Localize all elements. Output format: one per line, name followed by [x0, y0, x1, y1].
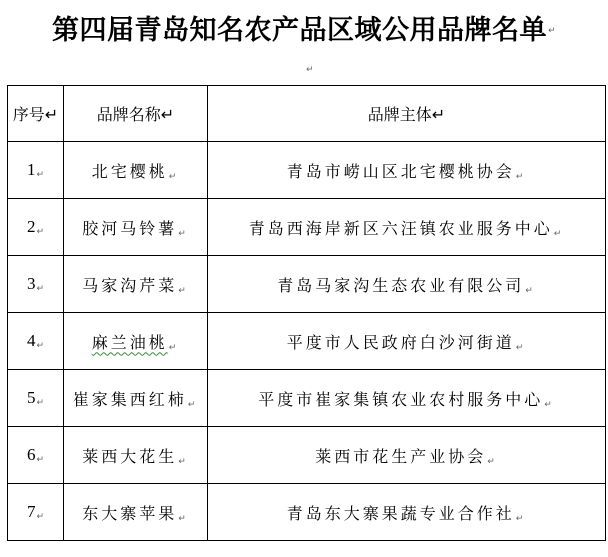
cell-mark-icon: ↵	[36, 455, 45, 465]
table-header-row	[8, 86, 606, 142]
cell-mark-icon: ↵	[36, 341, 45, 351]
header-brand-name: 品牌名称↵	[64, 86, 208, 142]
cell-mark-icon: ↵	[487, 456, 498, 467]
cell-mark-icon: ↵	[515, 342, 527, 353]
spellcheck-underline: 麻兰油桃	[91, 332, 168, 352]
table-row	[8, 199, 606, 256]
paragraph-mark-icon: ↵	[547, 26, 557, 36]
cell-mark-icon: ↵	[553, 228, 565, 239]
row-brand-owner: 青岛东大寨果蔬专业合作社↵	[208, 484, 606, 541]
cell-mark-icon: ↵	[36, 284, 45, 294]
cell-mark-icon: ↵	[544, 399, 555, 410]
document-title-text: 第四届青岛知名农产品区域公用品牌名单	[51, 15, 547, 46]
row-index: 5↵	[8, 370, 64, 427]
row-brand-owner: 青岛西海岸新区六汪镇农业服务中心↵	[208, 199, 606, 256]
row-brand-owner: 平度市人民政府白沙河街道↵	[208, 313, 606, 370]
table-row	[8, 142, 606, 199]
row-index: 6↵	[8, 427, 64, 484]
row-index: 3↵	[8, 256, 64, 313]
brand-list-table	[7, 85, 606, 541]
row-index: 2↵	[8, 199, 64, 256]
cell-mark-icon: ↵	[515, 171, 527, 182]
cell-mark-icon: ↵	[168, 342, 180, 353]
row-brand-name	[64, 313, 208, 370]
row-index: 1↵	[8, 142, 64, 199]
cell-mark-icon: ↵	[178, 513, 189, 524]
cell-mark-icon: ↵	[36, 512, 45, 522]
row-brand-name: 莱西大花生↵	[64, 427, 208, 484]
cell-mark-icon: ↵	[44, 105, 59, 124]
cell-mark-icon: ↵	[431, 105, 446, 124]
row-brand-owner: 莱西市花生产业协会↵	[208, 427, 606, 484]
cell-mark-icon: ↵	[525, 285, 536, 296]
header-index: 序号↵	[8, 86, 64, 142]
row-brand-name: 崔家集西红柿↵	[64, 370, 208, 427]
cell-mark-icon: ↵	[36, 398, 45, 408]
cell-mark-icon: ↵	[178, 228, 189, 239]
table-row	[8, 370, 606, 427]
table-row	[8, 256, 606, 313]
row-brand-owner: 青岛市崂山区北宅樱桃协会↵	[208, 142, 606, 199]
document-title	[0, 14, 608, 48]
row-brand-name: 北宅樱桃↵	[64, 142, 208, 199]
row-brand-name: 马家沟芹菜↵	[64, 256, 208, 313]
header-brand-owner: 品牌主体↵	[208, 86, 606, 142]
row-index: 4↵	[8, 313, 64, 370]
cell-mark-icon: ↵	[178, 456, 189, 467]
row-index: 7↵	[8, 484, 64, 541]
row-brand-owner: 平度市崔家集镇农业农村服务中心↵	[208, 370, 606, 427]
cell-mark-icon: ↵	[178, 285, 189, 296]
cell-mark-icon: ↵	[515, 513, 527, 524]
row-brand-name: 胶河马铃薯↵	[64, 199, 208, 256]
table-row	[8, 313, 606, 370]
row-brand-owner: 青岛马家沟生态农业有限公司↵	[208, 256, 606, 313]
cell-mark-icon: ↵	[187, 399, 199, 410]
table-row	[8, 427, 606, 484]
cell-mark-icon: ↵	[36, 227, 45, 237]
cell-mark-icon: ↵	[36, 170, 45, 180]
table-row	[8, 484, 606, 541]
cell-mark-icon: ↵	[160, 105, 175, 124]
row-brand-name: 东大寨苹果↵	[64, 484, 208, 541]
cell-mark-icon: ↵	[168, 171, 180, 182]
paragraph-mark-icon: ↵	[306, 65, 314, 75]
